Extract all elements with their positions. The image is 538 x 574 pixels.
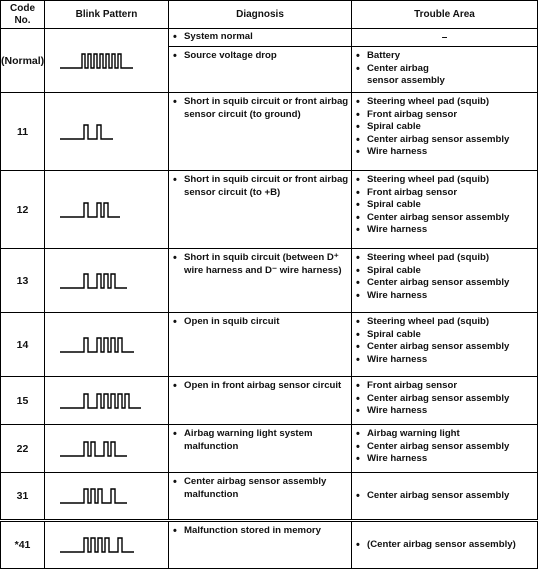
diagnosis-cell <box>169 93 352 171</box>
blink-pattern-waveform <box>57 334 157 356</box>
trouble-area-cell <box>352 377 538 425</box>
blink-pattern-waveform <box>57 485 157 507</box>
diagnosis-cell <box>169 171 352 249</box>
bullet-item: • Open in squib circuit <box>171 316 349 329</box>
blink-pattern <box>45 377 169 425</box>
bullet-item: • Steering wheel pad (squib) <box>354 174 535 187</box>
diagnosis-cell <box>169 425 352 473</box>
header-pattern: Blink Pattern <box>45 1 169 29</box>
trouble-list <box>352 171 537 239</box>
code-row <box>1 425 538 473</box>
bullet-item: • (Center airbag sensor assembly) <box>354 539 535 552</box>
trouble-area-cell <box>352 171 538 249</box>
code-row <box>1 93 538 171</box>
blink-pattern-waveform <box>57 199 157 221</box>
header-trouble: Trouble Area <box>352 1 538 29</box>
blink-pattern-waveform <box>57 50 157 72</box>
bullet-item: • Center airbag sensor assembly <box>354 134 535 147</box>
trouble-area-cell <box>352 313 538 377</box>
diagnosis-list <box>169 425 351 455</box>
trouble-area-cell <box>352 473 538 521</box>
code-row <box>1 171 538 249</box>
bullet-item: • Front airbag sensor <box>354 187 535 200</box>
blink-pattern <box>45 521 169 569</box>
trouble-area-cell <box>352 93 538 171</box>
bullet-item: • Wire harness <box>354 146 535 159</box>
diagnosis-list <box>169 377 351 395</box>
diagnosis-cell <box>169 521 352 569</box>
pulse-line <box>60 338 134 352</box>
trouble-area-cell <box>352 29 538 93</box>
code-number: 13 <box>1 249 45 313</box>
code-row <box>1 377 538 425</box>
bullet-item: • Source voltage drop <box>171 50 349 63</box>
bullet-item: • Open in front airbag sensor circuit <box>171 380 349 393</box>
diagnosis-list <box>169 473 351 503</box>
pulse-line <box>60 274 127 288</box>
bullet-item: • Center airbag sensor assembly <box>354 212 535 225</box>
code-row <box>1 313 538 377</box>
trouble-none: – <box>352 29 537 47</box>
bullet-item: • Malfunction stored in memory <box>171 525 349 538</box>
trouble-list <box>352 47 537 90</box>
code-row <box>1 29 538 93</box>
bullet-item: • Front airbag sensor <box>354 380 535 393</box>
bullet-item: • Wire harness <box>354 290 535 303</box>
code-number: 31 <box>1 473 45 521</box>
code-number: 14 <box>1 313 45 377</box>
trouble-area-cell <box>352 425 538 473</box>
blink-pattern <box>45 29 169 93</box>
pulse-line <box>60 489 127 503</box>
trouble-subrow <box>352 47 537 90</box>
code-number: 12 <box>1 171 45 249</box>
code-row <box>1 249 538 313</box>
blink-pattern <box>45 93 169 171</box>
bullet-item: • Short in squib circuit (between D⁺ wire harness and D⁻ wire harness) <box>171 252 349 277</box>
diagnosis-list <box>169 47 351 65</box>
trouble-list <box>352 487 537 505</box>
code-row <box>1 521 538 569</box>
bullet-item: • Steering wheel pad (squib) <box>354 316 535 329</box>
code-number: 22 <box>1 425 45 473</box>
code-number: (Normal) <box>1 29 45 93</box>
trouble-list <box>352 377 537 420</box>
diagnosis-subrow <box>169 47 351 65</box>
bullet-item: • Center airbag sensor assembly <box>354 393 535 406</box>
header-diagnosis: Diagnosis <box>169 1 352 29</box>
trouble-list <box>352 313 537 368</box>
bullet-item: • Spiral cable <box>354 265 535 278</box>
diagnosis-list <box>169 522 351 540</box>
blink-pattern <box>45 313 169 377</box>
pulse-line <box>60 125 113 139</box>
diagnosis-list <box>169 249 351 279</box>
blink-pattern-waveform <box>57 534 157 556</box>
bullet-item: • Front airbag sensor <box>354 109 535 122</box>
bullet-item: • Steering wheel pad (squib) <box>354 96 535 109</box>
code-number: *41 <box>1 521 45 569</box>
code-number: 15 <box>1 377 45 425</box>
blink-pattern-waveform <box>57 121 157 143</box>
header-code-text: Code No. <box>10 2 35 26</box>
blink-pattern <box>45 171 169 249</box>
blink-pattern-waveform <box>57 438 157 460</box>
header-row <box>1 1 538 29</box>
pulse-line <box>60 394 141 408</box>
pulse-line <box>60 538 134 552</box>
diagnosis-list <box>169 171 351 201</box>
pulse-line <box>60 54 133 68</box>
bullet-item: • Spiral cable <box>354 199 535 212</box>
trouble-list <box>352 425 537 468</box>
bullet-item: • Wire harness <box>354 224 535 237</box>
bullet-item: • Wire harness <box>354 354 535 367</box>
diagnosis-cell <box>169 249 352 313</box>
bullet-item: • Center airbag sensor assembly <box>354 441 535 454</box>
diagnosis-cell <box>169 473 352 521</box>
bullet-item: • Center airbag sensor assembly <box>354 341 535 354</box>
bullet-item: • System normal <box>171 31 349 44</box>
pulse-line <box>60 442 127 456</box>
bullet-item: • Spiral cable <box>354 121 535 134</box>
bullet-item: • Airbag warning light <box>354 428 535 441</box>
bullet-item: • Spiral cable <box>354 329 535 342</box>
bullet-item: • Short in squib circuit or front airbag sensor circuit (to ground) <box>171 96 349 121</box>
diagnosis-list <box>169 93 351 123</box>
bullet-item: • Battery <box>354 50 535 63</box>
diagnosis-cell <box>169 313 352 377</box>
bullet-item: • Steering wheel pad (squib) <box>354 252 535 265</box>
bullet-item: • Short in squib circuit or front airbag sensor circuit (to +B) <box>171 174 349 199</box>
trouble-area-cell <box>352 249 538 313</box>
bullet-item: • Center airbag sensor assembly <box>354 277 535 290</box>
bullet-item: • Center airbag sensor assembly malfunction <box>171 476 349 501</box>
diagnosis-subrow <box>169 29 351 47</box>
bullet-item: • Wire harness <box>354 453 535 466</box>
trouble-list <box>352 249 537 304</box>
blink-pattern-waveform <box>57 270 157 292</box>
trouble-list <box>352 536 537 554</box>
blink-pattern <box>45 425 169 473</box>
diagnosis-list <box>169 313 351 331</box>
code-row <box>1 473 538 521</box>
blink-pattern <box>45 473 169 521</box>
bullet-item: • Airbag warning light system malfunction <box>171 428 349 453</box>
diagnosis-list <box>169 29 351 46</box>
trouble-area-cell <box>352 521 538 569</box>
bullet-item: • Center airbag sensor assembly <box>354 490 535 503</box>
blink-pattern <box>45 249 169 313</box>
code-number: 11 <box>1 93 45 171</box>
diagnosis-cell <box>169 377 352 425</box>
trouble-list <box>352 93 537 161</box>
bullet-item: • Center airbag sensor assembly <box>354 63 535 88</box>
diagnosis-cell <box>169 29 352 93</box>
pulse-line <box>60 203 120 217</box>
bullet-item: • Wire harness <box>354 405 535 418</box>
header-code <box>1 1 45 29</box>
blink-pattern-waveform <box>57 390 157 412</box>
